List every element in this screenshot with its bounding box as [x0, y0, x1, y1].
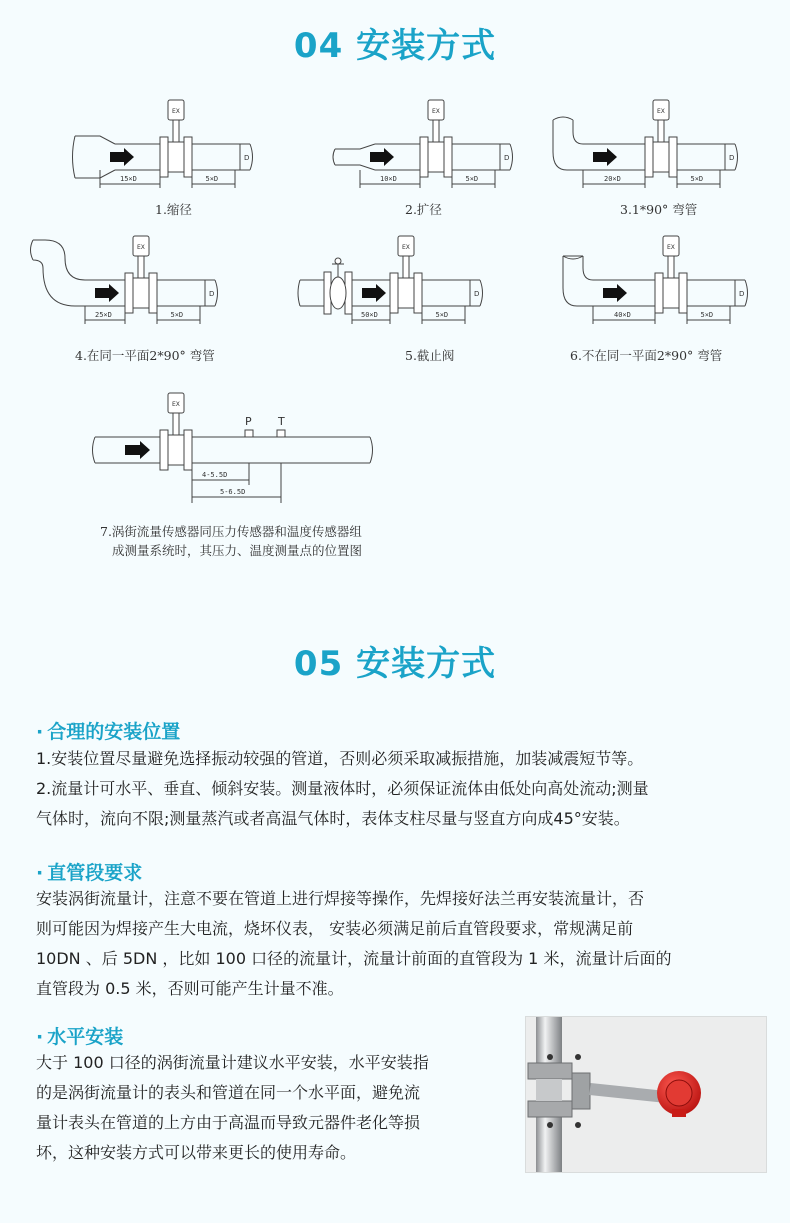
paragraph-line: 直管段为 0.5 米，否则可能产生计量不准。 [36, 979, 344, 998]
diameter-label: D [474, 290, 480, 298]
flow-arrow [110, 148, 134, 166]
diagram-pressure-temperature [80, 385, 380, 510]
upstream-length-label: 15×D [120, 175, 137, 183]
meter-badge: EX [172, 108, 180, 115]
diagram-7-caption [100, 522, 362, 560]
flow-arrow [95, 284, 119, 302]
diameter-label: D [209, 290, 215, 298]
diameter-label: D [244, 154, 250, 162]
pipe-diagram-svg [25, 228, 235, 333]
heading-straight-pipe [36, 858, 142, 885]
upstream-length-label: 25×D [95, 311, 112, 319]
meter-badge: EX [402, 244, 410, 251]
paragraph-line: 量计表头在管道的上方由于高温而导致元器件老化等损 [36, 1113, 421, 1132]
dimension-label: 5-6.5D [220, 488, 246, 496]
downstream-length-label: 5×D [465, 175, 479, 183]
diagram-expand [320, 92, 530, 197]
diagram-caption: 5.截止阀 [405, 348, 455, 363]
paragraph-line: 大于 100 口径的涡街流量计建议水平安装，水平安装指 [36, 1053, 429, 1072]
upstream-length-label: 20×D [604, 175, 621, 183]
horizontal-install-photo [525, 1016, 767, 1173]
meter-badge: EX [172, 401, 180, 408]
diagram-caption: 4.在同一平面2*90° 弯管 [75, 348, 215, 363]
bullet-dot: · [36, 721, 44, 743]
meter-badge: EX [657, 108, 665, 115]
dimension-label: 4-5.5D [202, 471, 228, 479]
diameter-label: D [504, 154, 510, 162]
pipe-diagram-svg [60, 92, 270, 197]
diagram-elbow [545, 92, 755, 197]
section-05-title: 05 安装方式 [293, 644, 497, 684]
paragraph-install-position [36, 744, 761, 834]
flow-arrow [603, 284, 627, 302]
pipe-diagram-svg [555, 228, 765, 333]
bullet-dot: · [36, 1026, 44, 1048]
heading-text: 水平安装 [47, 1026, 124, 1048]
heading-text: 直管段要求 [47, 862, 143, 884]
downstream-length-label: 5×D [170, 311, 184, 319]
meter-badge: EX [667, 244, 675, 251]
p-label: P [245, 415, 252, 428]
upstream-length-label: 10×D [380, 175, 397, 183]
flow-arrow [362, 284, 386, 302]
heading-text: 合理的安装位置 [47, 721, 181, 743]
paragraph-line: 安装涡街流量计，注意不要在管道上进行焊接等操作，先焊接好法兰再安装流量计，否 [36, 889, 645, 908]
downstream-length-label: 5×D [700, 311, 714, 319]
bullet-dot: · [36, 862, 44, 884]
paragraph-line: 1.安装位置尽量避免选择振动较强的管道，否则必须采取减振措施，加装减震短节等。 [36, 749, 644, 768]
meter-badge: EX [432, 108, 440, 115]
downstream-length-label: 5×D [690, 175, 704, 183]
heading-install-position [36, 717, 180, 744]
diagram-caption: 6.不在同一平面2*90° 弯管 [570, 348, 723, 363]
diagram-valve [290, 228, 500, 333]
pipe-diagram-svg [290, 228, 500, 333]
paragraph-horizontal-install [36, 1048, 516, 1168]
downstream-length-label: 5×D [435, 311, 449, 319]
upstream-length-label: 50×D [361, 311, 378, 319]
diagram-caption: 2.扩径 [405, 202, 442, 217]
t-label: T [278, 415, 285, 428]
section-04-title: 04 安装方式 [293, 26, 497, 66]
diagram-offplane-elbow [555, 228, 765, 333]
flow-arrow [593, 148, 617, 166]
caption-line: 7.涡街流量传感器同压力传感器和温度传感器组 [100, 524, 362, 539]
flow-arrow [370, 148, 394, 166]
diagram-reduce [60, 92, 270, 197]
paragraph-line: 2.流量计可水平、垂直、倾斜安装。测量液体时，必须保证流体由低处向高处流动;测量 [36, 779, 649, 798]
paragraph-line: 的是涡街流量计的表头和管道在同一个水平面，避免流 [36, 1083, 421, 1102]
pipe-diagram-svg [545, 92, 755, 197]
paragraph-straight-pipe [36, 884, 761, 1004]
diagram-double-elbow [25, 228, 235, 333]
diameter-label: D [739, 290, 745, 298]
diagram-caption: 3.1*90° 弯管 [620, 202, 698, 217]
paragraph-line: 则可能因为焊接产生大电流，烧坏仪表， 安装必须满足前后直管段要求，常规满足前 [36, 919, 634, 938]
meter-badge: EX [137, 244, 145, 251]
paragraph-line: 10DN 、后 5DN ，比如 100 口径的流量计，流量计前面的直管段为 1 米，流量计后面的 [36, 949, 672, 968]
downstream-length-label: 5×D [205, 175, 219, 183]
diagram-caption: 1.缩径 [155, 202, 192, 217]
caption-line: 成测量系统时，其压力、温度测量点的位置图 [112, 543, 363, 558]
heading-horizontal-install [36, 1022, 123, 1049]
upstream-length-label: 40×D [614, 311, 631, 319]
paragraph-line: 气体时，流向不限;测量蒸汽或者高温气体时，表体支柱尽量与竖直方向成45°安装。 [36, 809, 630, 828]
diameter-label: D [729, 154, 735, 162]
pipe-diagram-svg [320, 92, 530, 197]
paragraph-line: 坏，这种安装方式可以带来更长的使用寿命。 [36, 1143, 357, 1162]
